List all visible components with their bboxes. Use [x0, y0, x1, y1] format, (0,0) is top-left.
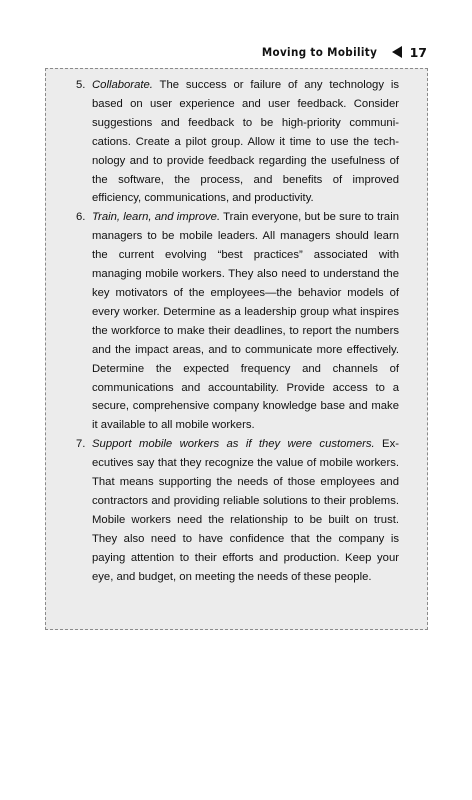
page-number: 17 [409, 44, 427, 60]
list-item-text: Train everyone, but be sure to train managers to be mobile leaders. All managers should learn the current evolving “best practices” associated with managing mobile workers. They also need to understand the key motivators of the employees—the behavior models of every worker. Determine as a leadership group what inspires the workforce to make their deadlines, to report the numbers and the impact areas, and to communicate more effectively. Determine the expected frequency and channels of communications and accountability. Provide access to a secure, comprehensive company knowledge base and make it available to all mobile workers. [92, 211, 399, 432]
list-item [76, 208, 399, 435]
list-item-lead: Train, learn, and improve. [92, 211, 221, 224]
numbered-list [76, 76, 399, 586]
list-item-number: 6. [76, 211, 86, 224]
list-item [76, 435, 399, 586]
list-item-text: Executives say that they recognize the value of mobile workers. That means supporting the needs of those employees and contractors and providing reliable solutions to their problems. Mobile workers need the relationship to be built on trust. They also need to have confidence that the company is paying attention to their efforts and production. Keep your eye, and budget, on meeting the needs of these people. [92, 438, 399, 583]
list-item [76, 76, 399, 208]
list-item-text: The success or failure of any technology is based on user experience and user feedback. Consider suggestions and feedback to be high-priority communications. Create a pilot group. Allow it time to use the technology and to provide feedback regarding the usefulness of the software, the process, and benefits of improved efficiency, communications, and productivity. [92, 79, 399, 205]
list-item-number: 7. [76, 438, 86, 451]
left-arrow-icon [392, 46, 402, 58]
running-head-title: Moving to Mobility [262, 45, 378, 59]
list-item-lead: Support mobile workers as if they were customers. [92, 438, 375, 451]
list-item-lead: Collaborate. [92, 79, 153, 91]
list-item-number: 5. [76, 79, 86, 91]
sidebar-box [45, 68, 428, 630]
running-head [249, 43, 427, 61]
